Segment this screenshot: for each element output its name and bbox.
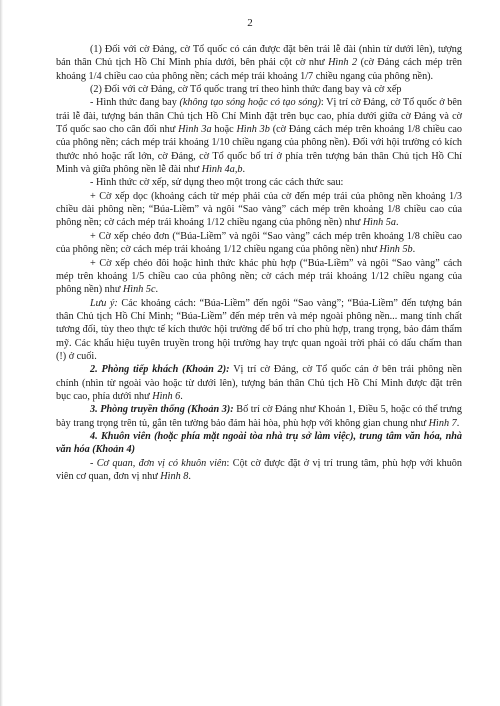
text-run: Lưu ý:: [90, 297, 118, 309]
text-run: Hình 3b: [236, 124, 270, 136]
text-run: .: [456, 417, 460, 429]
text-run: + Cờ xếp chéo đôi hoặc hình thức khác phù hợp (“Búa-Liềm” và ngôi “Sao vàng” cách mép trên khoảng 1/5 chiều cao của phông nền; cờ cách mép trái khoảng 1/12 chiều ngang của phông nền) như: [56, 257, 462, 296]
text-run: (cờ Đảng cách mép trên khoảng 1/4 chiều cao của phông nền; cách mép trái khoảng 1/7 chiều ngang của phông nền).: [56, 57, 462, 82]
paragraph: [56, 96, 462, 176]
paragraph: [56, 83, 462, 96]
text-run: Hình 4a,b: [201, 164, 243, 176]
paragraph: [56, 190, 462, 230]
text-run: Vị trí cờ Đảng, cờ Tổ quốc cán ở bên trái phông nền chính (nhìn từ ngoài vào hoặc từ dưới lên), tượng bán thân Chủ tịch Hồ Chí Minh được đặt trên bục cao, phía dưới như: [56, 364, 462, 402]
text-run: (cờ Đảng cách mép trên khoảng 1/8 chiều cao của phông nền; cách mép trái khoảng 1/10 chiều ngang của phông nền). Đối với hội trường có kích thước nhỏ hoặc rất lớn, cờ Đảng, cờ Tổ quốc bố trí ở phía trên tượng bán thân Chủ tịch Hồ Chí Minh và giữa phông nền lễ đài như: [56, 124, 463, 176]
text-run: 2. Phòng tiếp khách (Khoản 2):: [90, 364, 230, 376]
text-run: + Cờ xếp chéo đơn (“Búa-Liềm” và ngôi “Sao vàng” cách mép trên khoảng 1/8 chiều cao của phông nền; cờ cách mép trái khoảng 1/12 chiều ngang của phông nền) như: [56, 230, 462, 256]
text-run: hoặc: [211, 124, 237, 136]
paragraph: [56, 457, 462, 484]
text-run: .: [242, 164, 246, 176]
text-run: (2) Đối với cờ Đảng, cờ Tổ quốc trang trí theo hình thức đang bay và cờ xếp: [90, 84, 402, 96]
text-run: (không tạo sóng hoặc có tạo sóng): [179, 97, 321, 109]
text-run: Hình 3a: [178, 124, 212, 136]
page-number: 2: [247, 17, 253, 29]
text-run: Hình 5b: [379, 244, 413, 256]
text-run: Bố trí cờ Đảng như Khoản 1, Điều 5, hoặc có thể trưng bày trang trọng trên tủ, gắn tên tường bảo đảm hài hòa, phù hợp với không gian chung như: [56, 404, 462, 429]
paragraph: [56, 403, 462, 430]
text-run: Hình 5a: [362, 217, 396, 229]
text-run: .: [155, 284, 159, 296]
text-run: Các khoảng cách: “Búa-Liềm” đến ngôi “Sao vàng”; “Búa-Liềm” đến tượng bán thân Chủ tịch Hồ Chí Minh; “Búa-Liềm” đến mép trên và mép ngoài phông nền... mang tính chất tương đối, tùy theo thực tế kích thước hội trường để bố trí cho phù hợp, trang trọng, bảo đảm thẩm mỹ. Các khẩu hiệu tuyên truyền trong hội trường hay trực quan ngoài trời phải có dấu chấm than (!) ở cuối.: [56, 297, 462, 362]
page-edge: [0, 0, 3, 706]
text-run: .: [188, 471, 191, 482]
text-run: 3. Phòng truyền thống (Khoản 3):: [90, 404, 234, 416]
text-run: - Hình thức cờ xếp, sử dụng theo một trong các cách thức sau:: [90, 177, 344, 189]
paragraph: [56, 297, 462, 364]
text-run: Hình 2: [328, 57, 358, 69]
paragraph: [56, 257, 462, 297]
text-run: 4. Khuôn viên (hoặc phía mặt ngoài tòa nhà trụ sở làm việc), trung tâm văn hóa, nhà văn hóa (Khoản 4): [56, 430, 462, 456]
text-run: : Cột cờ được đặt ở vị trí trung tâm, phù hợp với khuôn viên cơ quan, đơn vị như: [56, 457, 462, 482]
text-run: + Cờ xếp dọc (khoảng cách từ mép phải của cờ đến mép trái của phông nền khoảng 1/3 chiều dài phông nền; “Búa-Liềm” và ngôi “Sao vàng” cách mép trên khoảng 1/8 chiều cao của phông nền; cờ cách mép trái khoảng 1/12 chiều ngang của phông nền) như: [56, 190, 462, 229]
paragraph: [56, 363, 462, 403]
text-run: Hình 5c: [122, 284, 156, 296]
paragraph: [56, 43, 462, 83]
text-run: - Hình thức đang bay: [90, 97, 180, 109]
paragraph: [56, 176, 462, 189]
text-run: (1) Đối với cờ Đảng, cờ Tổ quốc có cán được đặt bên trái lễ đài (nhìn từ dưới lên), tượng bán thân Chủ tịch Hồ Chí Minh phía dưới, bên phải cột cờ như: [56, 44, 462, 69]
paragraph: [56, 230, 462, 257]
document-body: [56, 43, 462, 483]
paragraph: [56, 430, 462, 457]
text-run: Hình 7: [428, 417, 457, 429]
text-run: Hình 8: [160, 471, 189, 482]
text-run: : Vị trí cờ Đảng, cờ Tổ quốc ở bên trái lễ đài, tượng bán thân Chủ tịch Hồ Chí Minh đặt trên bục cao, phía dưới giữa cờ Đảng và cờ Tổ quốc sao cho cân đối như: [56, 97, 462, 136]
text-run: Hình 6: [152, 390, 181, 402]
text-run: .: [180, 390, 183, 402]
text-run: .: [395, 217, 399, 229]
text-run: .: [412, 244, 416, 256]
text-run: - Cơ quan, đơn vị có khuôn viên: [90, 457, 227, 469]
